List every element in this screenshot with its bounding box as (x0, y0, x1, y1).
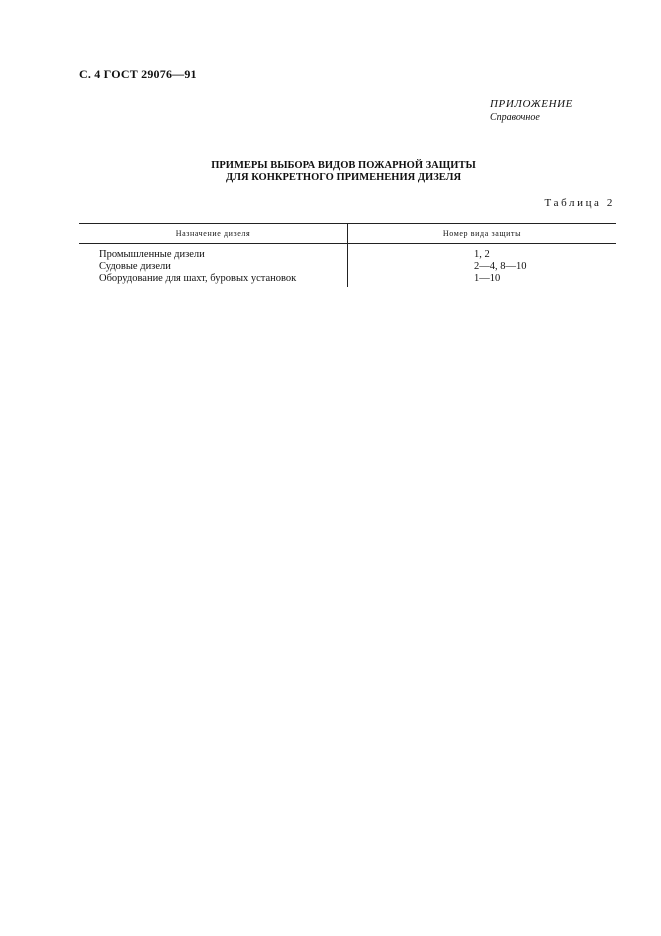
document-title (0, 160, 661, 184)
page-header: С. 4 ГОСТ 29076—91 (79, 67, 197, 81)
cell-protection: 1, 2 (474, 249, 490, 260)
table-row (79, 273, 616, 287)
cell-purpose: Промышленные дизели (79, 244, 348, 262)
cell-protection: 1—10 (474, 273, 501, 284)
cell-protection: 2—4, 8—10 (474, 261, 527, 272)
table-caption: Таблица 2 (544, 197, 615, 209)
table-row (79, 244, 616, 262)
appendix-sublabel: Справочное (490, 112, 540, 123)
document-title-line-1: ПРИМЕРЫ ВЫБОРА ВИДОВ ПОЖАРНОЙ ЗАЩИТЫ (211, 160, 476, 171)
table-header-row (79, 224, 616, 244)
table-row (79, 261, 616, 273)
cell-purpose: Судовые дизели (79, 261, 348, 273)
appendix-label-block (490, 98, 573, 124)
appendix-label: ПРИЛОЖЕНИЕ (490, 98, 573, 110)
protection-table (79, 223, 616, 287)
document-title-line-2: ДЛЯ КОНКРЕТНОГО ПРИМЕНЕНИЯ ДИЗЕЛЯ (225, 172, 462, 183)
column-header-protection: Номер вида защиты (348, 224, 617, 244)
cell-purpose: Оборудование для шахт, буровых установок (79, 273, 348, 287)
column-header-purpose: Назначение дизеля (79, 224, 348, 244)
